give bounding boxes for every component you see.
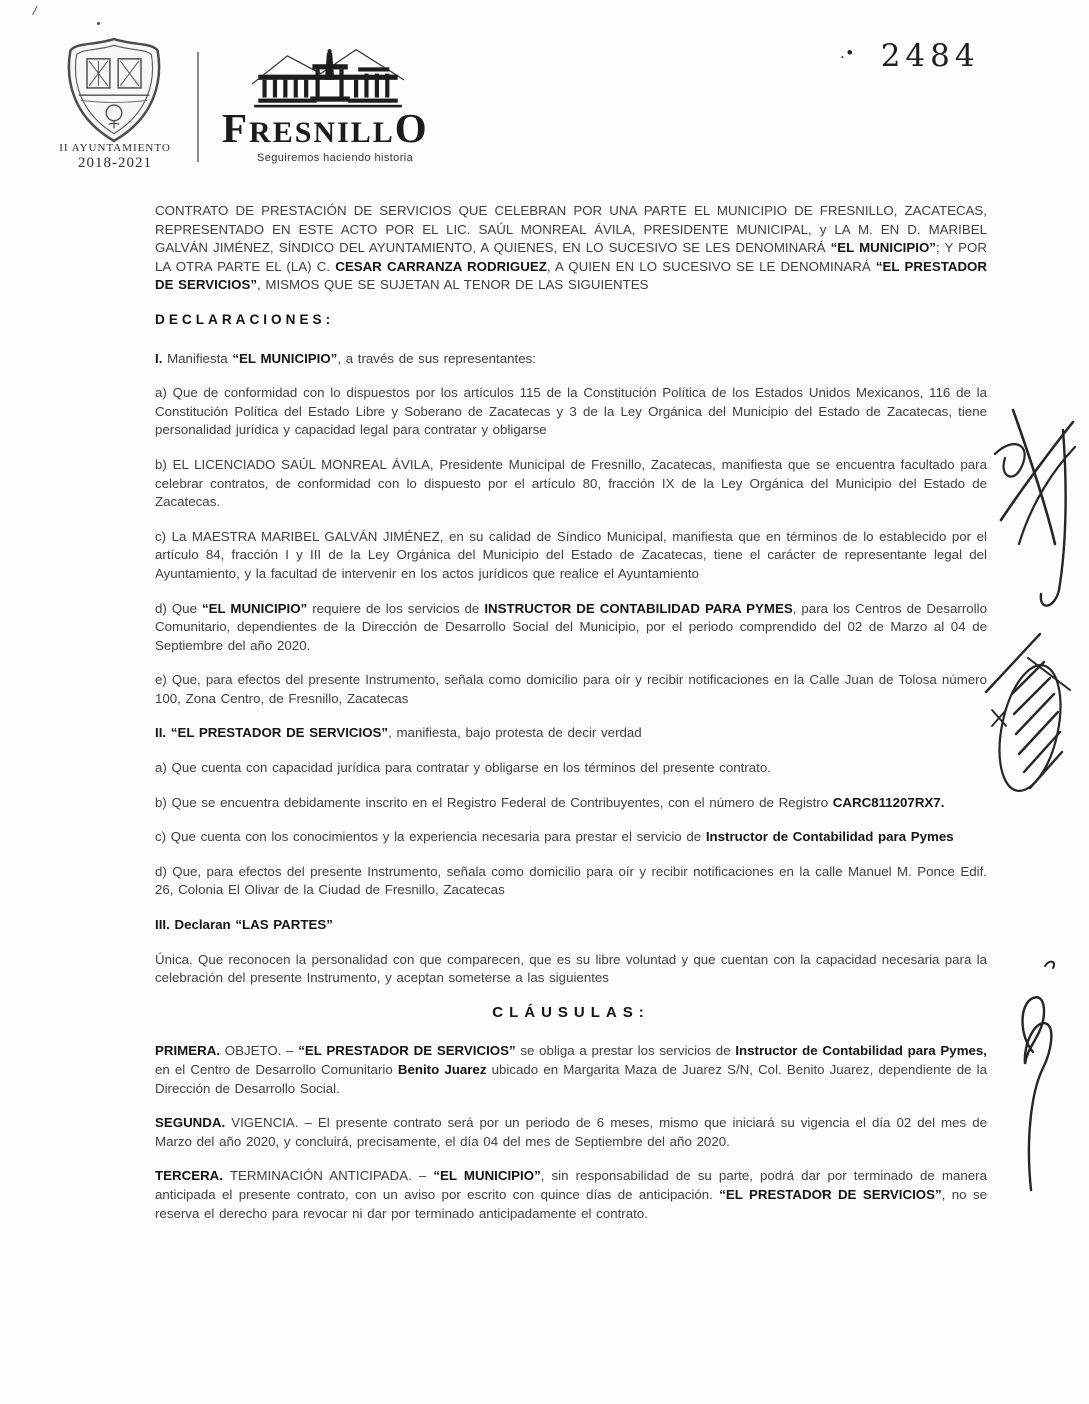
declaration-one: I. Manifiesta “EL MUNICIPIO”, a través de sus representantes: (155, 350, 536, 366)
declaration-three: III. Declaran “LAS PARTES” (155, 917, 333, 933)
brand-wordmark (222, 104, 462, 152)
seal-caption (42, 142, 188, 172)
brand-tagline: Seguiremos haciendo historia (257, 152, 414, 164)
declaration-two-item-c: c) Que cuenta con los conocimientos y la experiencia necesaria para prestar el servicio de Instructor de Contabilidad para Pymes (155, 829, 954, 845)
seal-caption-line1: II AYUNTAMIENTO (59, 142, 171, 154)
clausulas-heading: CLÁUSULAS: (492, 1003, 650, 1021)
folio-block (840, 38, 980, 74)
brand-middle: RESNILL (249, 116, 395, 149)
brand-initial: F (222, 105, 250, 151)
signature-scribble-1 (983, 392, 1089, 632)
declaration-one-item-b: b) EL LICENCIADO SAÚL MONREAL ÁVILA, Presidente Municipal de Fresnillo, Zacatecas, manifiesta que se encuentra facultado para celebrar contratos, de conformidad con lo dispuesto por el artículo 80, fracción IX de la Ley Orgánica del Municipio del Estado de Zacatecas. (155, 456, 987, 510)
ink-slash-mark: / (31, 2, 39, 19)
unica-paragraph: Única. Que reconocen la personalidad con que comparecen, que es su libre voluntad y que cuentan con la capacidad necesaria para la celebración del presente Instrumento, y aceptan someterse a las siguientes (155, 951, 987, 986)
declaration-one-item-a: a) Que de conformidad con lo dispuestos por los artículos 115 de la Constitución Política de los Estados Unidos Mexicanos, 116 de la Constitución Política del Estado Libre y Soberano de Zacatecas y 3 de la Ley Orgánica del Municipio del Estado de Zacatecas, tiene personalidad jurídica y capacidad legal para contratar y obligarse (155, 385, 987, 438)
ink-dot-mark (97, 22, 100, 25)
folio-ink-mark: .• (840, 43, 855, 62)
declaration-one-item-c: c) La MAESTRA MARIBEL GALVÁN JIMÉNEZ, en su calidad de Síndico Municipal, manifiesta que en términos de lo establecido por el artículo 84, fracción I y III de la Ley Orgánica del Municipio del Estado de Zacatecas, tiene el carácter de representante legal del Ayuntamiento, y la facultad de intervenir en los actos jurídicos que realice el Ayuntamiento (155, 528, 987, 581)
declaration-one-item-e: e) Que, para efectos del presente Instrumento, señala como domicilio para oír y recibir notificaciones en la Calle Juan de Tolosa número 100, Zona Centro, de Fresnillo, Zacatecas (155, 672, 987, 706)
declaration-two-item-a: a) Que cuenta con capacidad jurídica para contratar y obligarse en los términos del presente contrato. (155, 760, 771, 776)
declaration-two-item-b: b) Que se encuentra debidamente inscrito en el Registro Federal de Contribuyentes, con el número de Registro CARC811207RX7. (155, 794, 945, 810)
signature-scribble-2 (982, 630, 1086, 822)
contract-body (155, 202, 987, 1239)
clause-segunda: SEGUNDA. VIGENCIA. – El presente contrato será por un periodo de 6 meses, mismo que iniciará su vigencia el día 02 del mes de Marzo del año 2020, y concluirá, precisamente, el día 04 del mes de Septiembre del año 2020. (155, 1115, 987, 1149)
declaration-one-item-d: d) Que “EL MUNICIPIO” requiere de los servicios de INSTRUCTOR DE CONTABILIDAD PARA PYMES, para los Centros de Desarrollo Comunitario, dependientes de la Dirección de Desarrollo Social del Municipio, por el periodo comprendido del 02 de Marzo al 04 de Septiembre del año 2020. (155, 600, 987, 653)
clause-tercera: TERCERA. TERMINACIÓN ANTICIPADA. – “EL MUNICIPIO”, sin responsabilidad de su parte, podrá dar por terminado de manera anticipada el presente contrato, con un aviso por escrito con quince días de anticipación. “EL PRESTADOR DE SERVICIOS”, no se reserva el derecho para revocar ni dar por terminado anticipadamente el contrato. (155, 1168, 988, 1221)
declaration-two-item-d: d) Que, para efectos del presente Instrumento, señala como domicilio para oír y recibir notificaciones en la calle Manuel M. Ponce Edif. 26, Colonia El Olivar de la Ciudad de Fresnillo, Zacatecas (155, 863, 987, 898)
declaration-two: II. “EL PRESTADOR DE SERVICIOS”, manifiesta, bajo protesta de decir verdad (155, 725, 642, 741)
brand-final: O (394, 105, 429, 151)
signature-scribble-3 (993, 952, 1088, 1197)
clause-primera: PRIMERA. OBJETO. – “EL PRESTADOR DE SERVICIOS” se obliga a prestar los servicios de Instructor de Contabilidad para Pymes, en el Centro de Desarrollo Comunitario Benito Juarez ubicado en Margarita Maza de Juarez S/N, Col. Benito Juarez, dependiente de la Dirección de Desarrollo Social. (155, 1043, 987, 1096)
folio-number: 2484 (880, 38, 980, 74)
declaraciones-heading: DECLARACIONES: (155, 311, 335, 327)
seal-caption-line2: 2018-2021 (78, 155, 152, 171)
contract-intro-paragraph: CONTRATO DE PRESTACIÓN DE SERVICIOS QUE CELEBRAN POR UNA PARTE EL MUNICIPIO DE FRESNILLO, ZACATECAS, REPRESENTADO EN ESTE ACTO POR EL LIC. SAÚL MONREAL ÁVILA, PRESIDENTE MUNICIPAL, y LA M. EN D. MARIBEL GALVÁN JIMÉNEZ, SÍNDICO DEL AYUNTAMIENTO, A QUIENES, EN LO SUCESIVO SE LES DENOMINARÁ “EL MUNICIPIO”; Y POR LA OTRA PARTE EL (LA) C. CESAR CARRANZA RODRIGUEZ, A QUIEN EN LO SUCESIVO SE LE DENOMINARÁ “EL PRESTADOR DE SERVICIOS”, MISMOS QUE SE SUJETAN AL TENOR DE LAS SIGUIENTES (155, 203, 987, 293)
municipal-seal-icon (62, 36, 166, 144)
header-divider (197, 52, 199, 162)
